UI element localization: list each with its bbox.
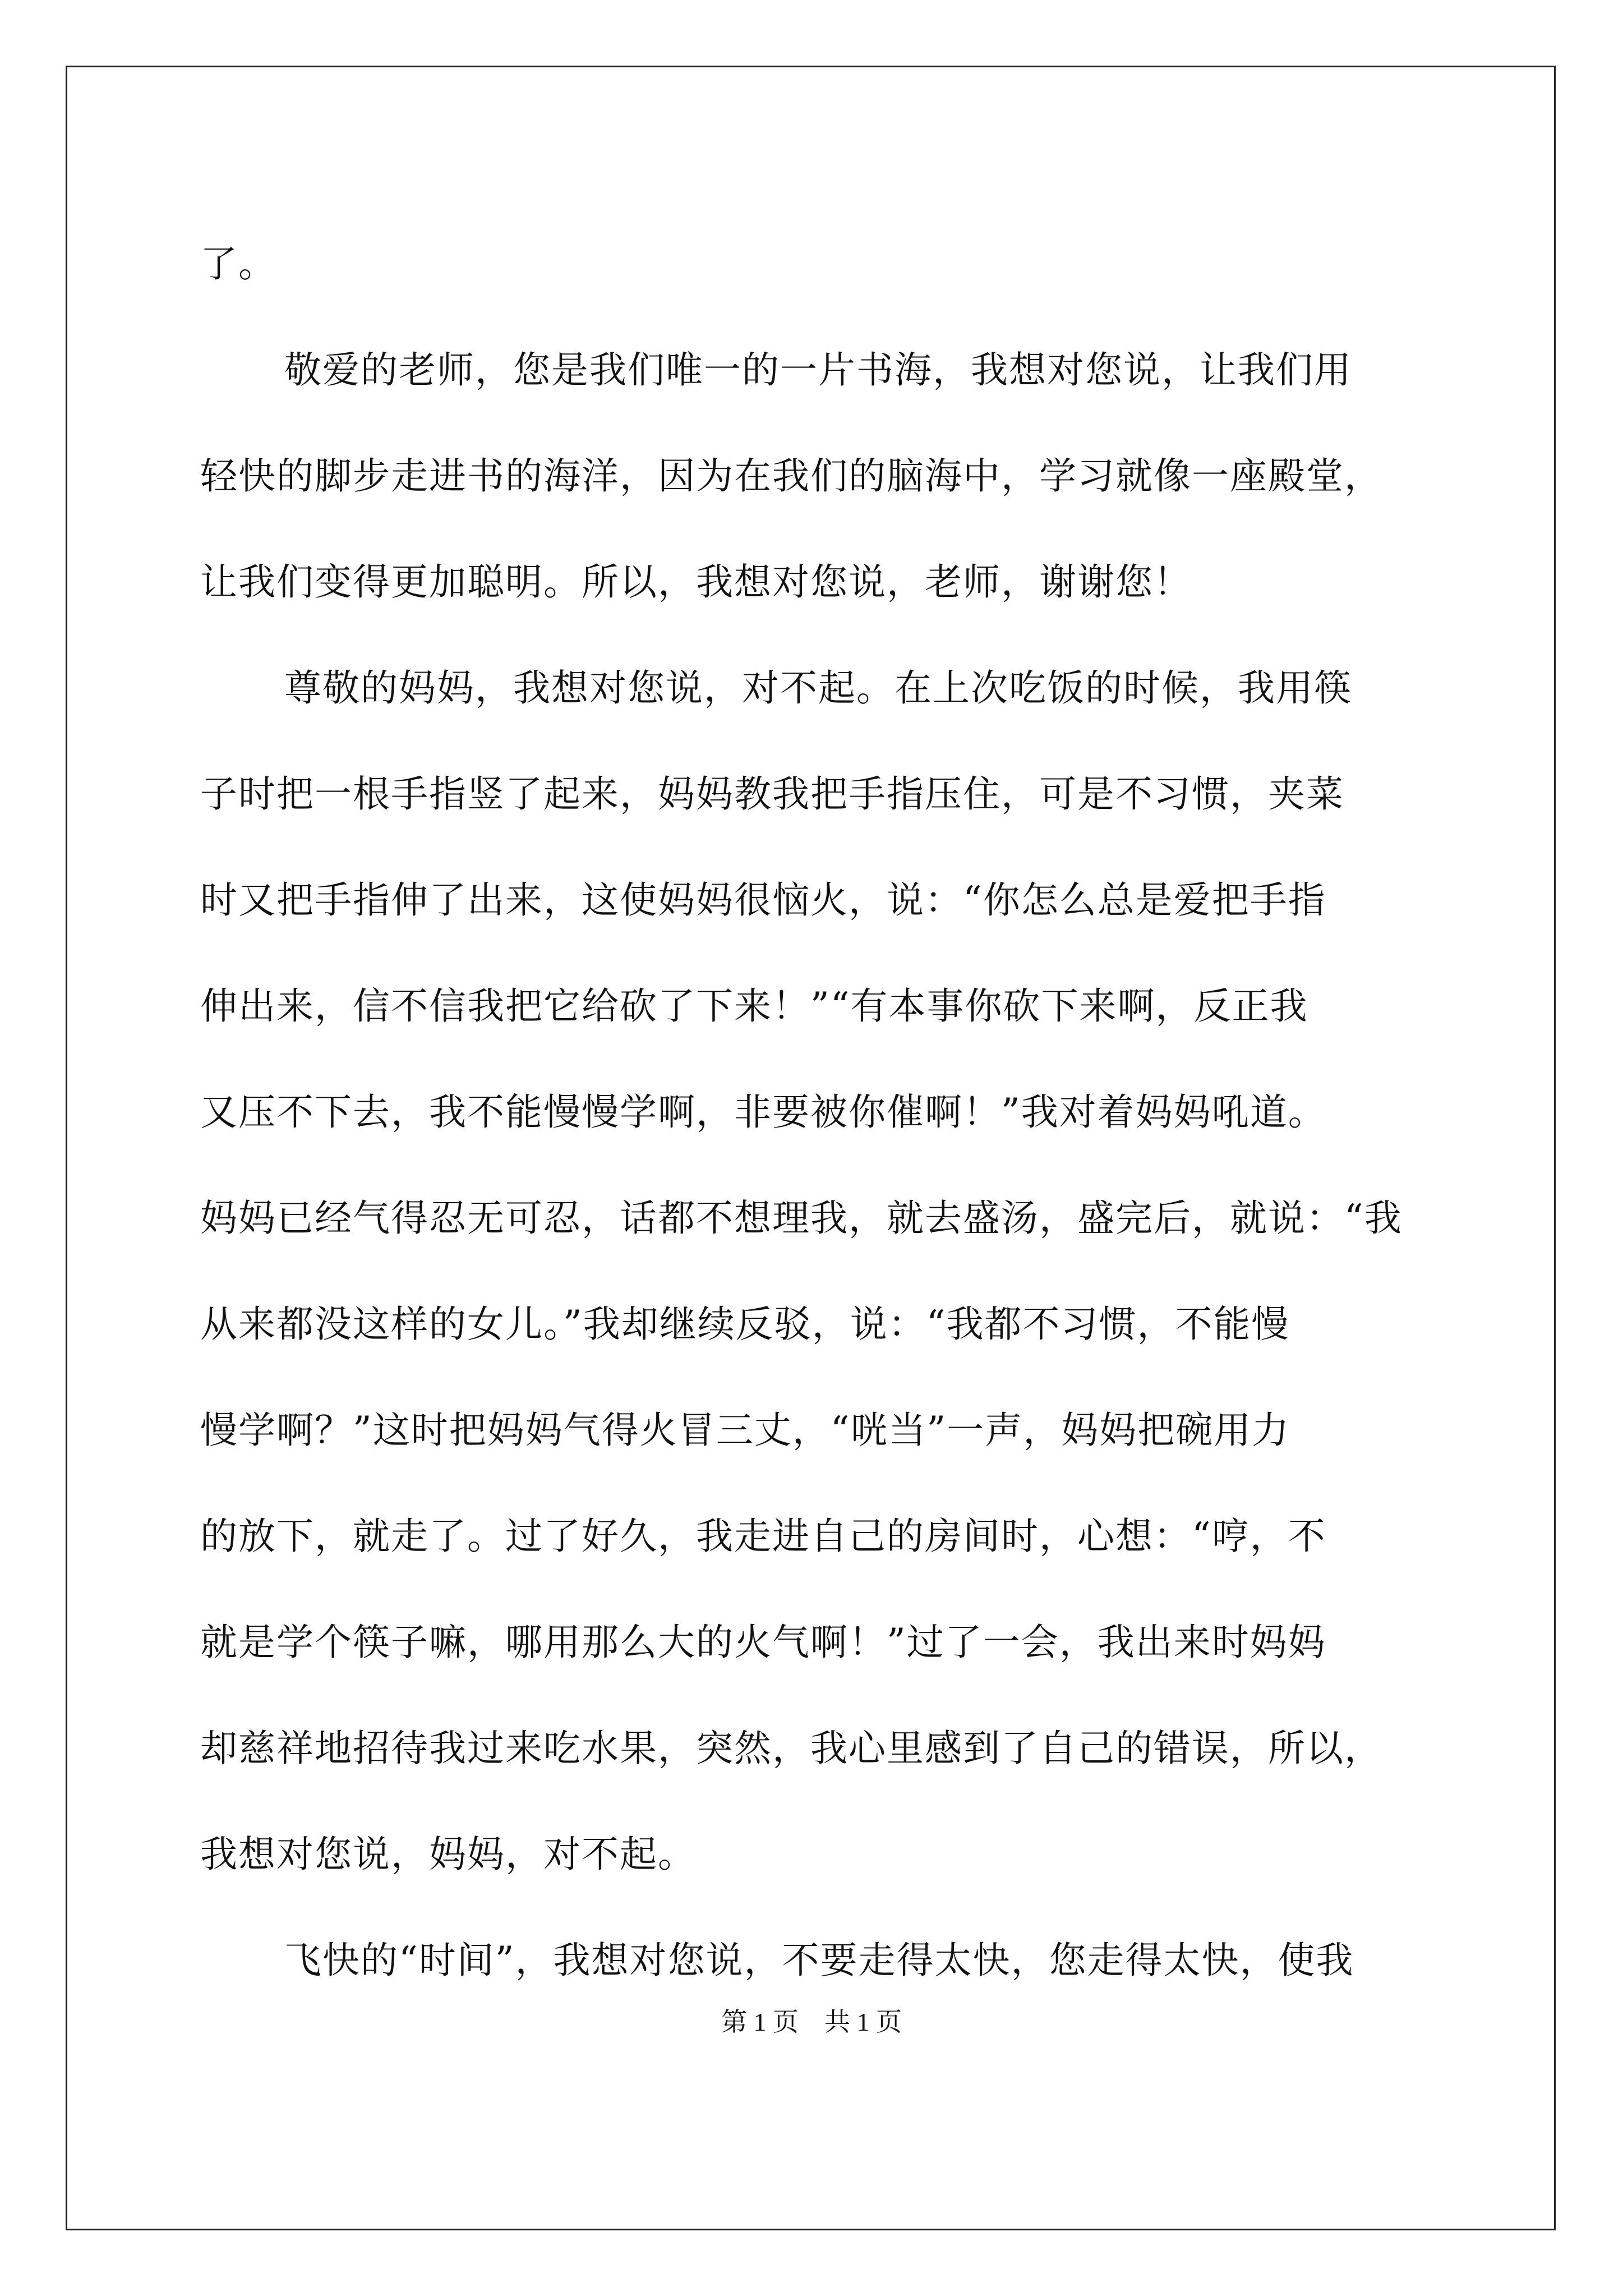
- text-line: 了。: [200, 242, 276, 286]
- text-line: 子时把一根手指竖了起来，妈妈教我把手指压住，可是不习惯，夹菜: [200, 772, 1344, 816]
- page-footer: [0, 2001, 1623, 2039]
- text-line: 让我们变得更加聪明。所以，我想对您说，老师，谢谢您！: [200, 560, 1192, 604]
- text-line: 敬爱的老师，您是我们唯一的一片书海，我想对您说，让我们用: [284, 348, 1352, 392]
- page-number-label: 第 1 页 共 1 页: [721, 2008, 902, 2036]
- document-body: [200, 211, 1462, 2013]
- text-line: 又压不下去，我不能慢慢学啊，非要被你催啊！”我对着妈妈吼道。: [200, 1091, 1326, 1134]
- text-line: 我想对您说，妈妈，对不起。: [200, 1833, 696, 1876]
- text-line: 尊敬的妈妈，我想对您说，对不起。在上次吃饭的时候，我用筷: [284, 666, 1352, 710]
- text-line: 却慈祥地招待我过来吃水果，突然，我心里感到了自己的错误，所以，: [200, 1727, 1382, 1770]
- text-line: 伸出来，信不信我把它给砍了下来！”“有本事你砍下来啊，反正我: [200, 984, 1308, 1028]
- text-line: 时又把手指伸了出来，这使妈妈很恼火，说：“你怎么总是爱把手指: [200, 878, 1326, 922]
- text-line: 轻快的脚步走进书的海洋，因为在我们的脑海中，学习就像一座殿堂，: [200, 454, 1382, 498]
- text-line: 就是学个筷子嘛，哪用那么大的火气啊！”过了一会，我出来时妈妈: [200, 1621, 1326, 1664]
- text-line: 飞快的“时间”，我想对您说，不要走得太快，您走得太快，使我: [284, 1939, 1354, 1982]
- text-line: 慢学啊？”这时把妈妈气得火冒三丈，“咣当”一声，妈妈把碗用力: [200, 1409, 1290, 1452]
- text-line: 妈妈已经气得忍无可忍，话都不想理我，就去盛汤，盛完后，就说：“我: [200, 1197, 1403, 1240]
- text-line: 从来都没这样的女儿。”我却继续反驳，说：“我都不习惯，不能慢: [200, 1303, 1290, 1346]
- text-line: 的放下，就走了。过了好久，我走进自己的房间时，心想：“哼，不: [200, 1515, 1326, 1558]
